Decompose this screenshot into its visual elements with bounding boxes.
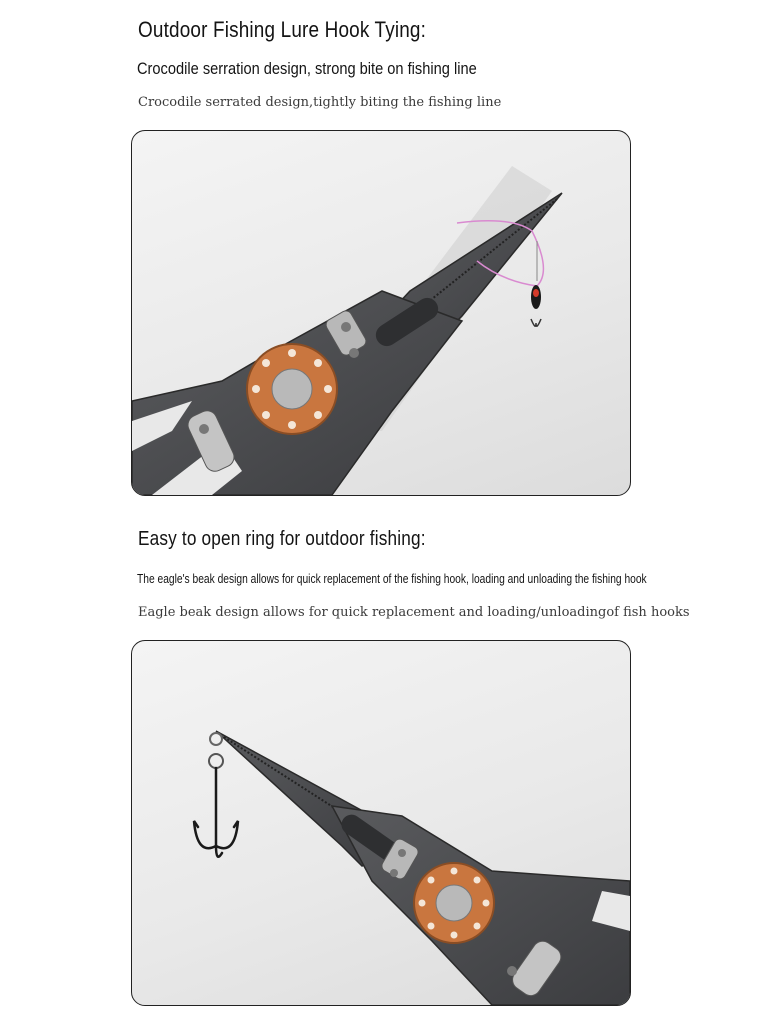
treble-hook-icon [194,733,238,857]
eagle-beak-product-image [131,640,631,1006]
section-2-caption: Eagle beak design allows for quick replacement and loading/unloadingof fish hooks [138,605,690,620]
serration-product-image [131,130,631,496]
plier-line-illustration [132,131,630,495]
plier-hook-illustration [132,641,630,1005]
section-2-subtitle: The eagle's beak design allows for quick replacement of the fishing hook, loading and unloading the fishing hook [137,572,647,586]
section-2-title: Easy to open ring for outdoor fishing: [138,528,426,550]
section-1-caption: Crocodile serrated design,tightly biting the fishing line [138,95,502,110]
section-1-title: Outdoor Fishing Lure Hook Tying: [138,17,427,42]
serration-teeth [224,737,347,816]
section-1-subtitle: Crocodile serration design, strong bite on fishing line [137,59,477,78]
